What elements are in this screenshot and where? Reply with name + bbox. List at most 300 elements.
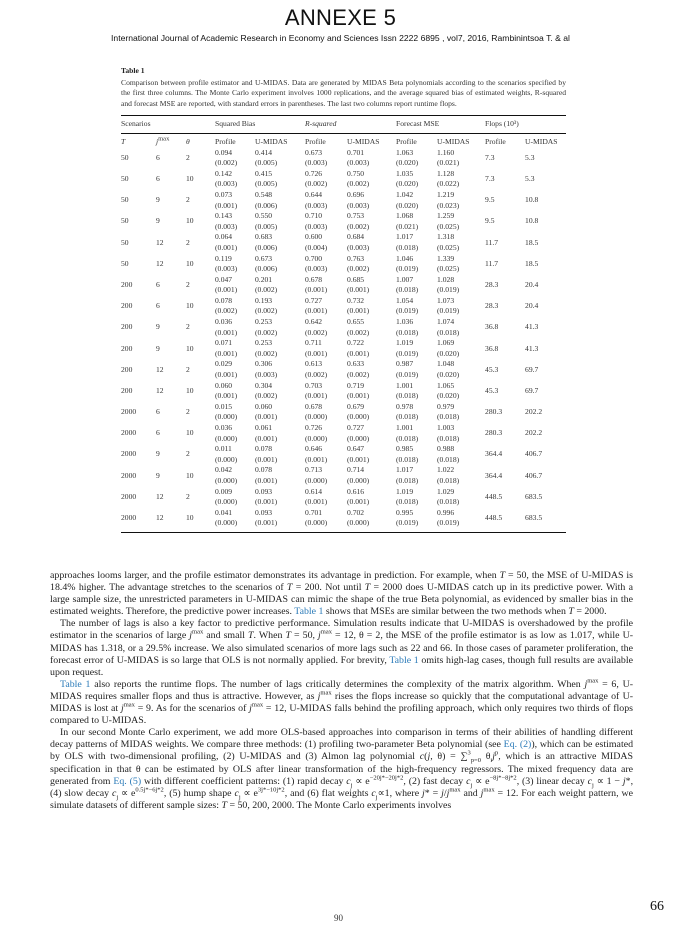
table-cell xyxy=(156,381,186,402)
table-cell xyxy=(347,148,396,169)
standard-error: (0.001) xyxy=(305,391,328,401)
standard-error: (0.001) xyxy=(347,285,370,295)
text-run: = 200. Not until xyxy=(292,582,365,594)
math-run: j xyxy=(120,703,124,715)
estimate-value: 0.093 xyxy=(255,486,273,496)
text-run: , which is an attractive MIDAS specification in that θ can be estimated by OLS after linear transformation of the high-frequency regressors. The mixed frequency data are generated from xyxy=(50,751,633,787)
table-cell xyxy=(525,211,566,232)
table-cell xyxy=(485,465,525,486)
table-cell xyxy=(525,169,566,190)
table-cell xyxy=(347,275,396,296)
table-cell xyxy=(525,402,566,423)
math-run: max xyxy=(123,701,135,709)
scenario-value: 50 xyxy=(121,237,129,247)
scenario-value: 2000 xyxy=(121,407,137,417)
estimate-value: 0.700 xyxy=(305,253,323,263)
estimate-value: 0.978 xyxy=(396,401,414,411)
flops-value: 280.3 xyxy=(485,428,503,438)
col-header-umidas: U-MIDAS xyxy=(255,136,288,146)
text-run: , (5) hump shape xyxy=(163,787,235,799)
scenario-value: 2 xyxy=(186,449,190,459)
table-cell xyxy=(525,381,566,402)
standard-error: (0.001) xyxy=(215,327,238,337)
estimate-value: 0.655 xyxy=(347,317,365,327)
table-cell xyxy=(156,254,186,275)
table-cell xyxy=(156,296,186,317)
scenario-value: 200 xyxy=(121,301,133,311)
table-cell xyxy=(347,190,396,211)
scenario-value: 2 xyxy=(186,322,190,332)
standard-error: (0.018) xyxy=(396,475,419,485)
estimate-value: 0.646 xyxy=(305,444,323,454)
scenario-value: 2 xyxy=(186,491,190,501)
estimate-value: 0.119 xyxy=(215,253,232,263)
standard-error: (0.000) xyxy=(215,412,238,422)
standard-error: (0.003) xyxy=(215,221,238,231)
page-number: 90 xyxy=(334,913,343,923)
math-run: j xyxy=(584,678,588,690)
table-cell xyxy=(437,359,485,380)
scenario-value: 2000 xyxy=(121,491,137,501)
scenario-value: 6 xyxy=(156,174,160,184)
math-run: c xyxy=(346,775,351,787)
estimate-value: 0.726 xyxy=(305,168,323,178)
text-run: / xyxy=(443,787,447,799)
text-run: ∝1, where xyxy=(377,787,423,799)
table-cell xyxy=(347,402,396,423)
math-run: max xyxy=(483,786,495,794)
text-run: ∝ e xyxy=(352,775,370,787)
table-cell xyxy=(525,359,566,380)
standard-error: (0.002) xyxy=(215,306,238,316)
standard-error: (0.002) xyxy=(305,370,328,380)
estimate-value: 0.060 xyxy=(215,380,233,390)
standard-error: (0.000) xyxy=(215,497,238,507)
table-cell xyxy=(186,487,215,508)
estimate-value: 0.985 xyxy=(396,444,414,454)
standard-error: (0.001) xyxy=(305,454,328,464)
estimate-value: 0.029 xyxy=(215,359,233,369)
table-cell xyxy=(255,465,305,486)
table-cell xyxy=(121,444,156,465)
standard-error: (0.022) xyxy=(437,179,460,189)
math-run: i xyxy=(490,757,493,765)
body-text xyxy=(50,570,633,812)
estimate-value: 1.068 xyxy=(396,211,414,221)
math-run: j xyxy=(441,787,444,799)
text-run: = 12, θ = 2, the MSE of the profile estimator is as low as 1.017, while U-MIDAS has 1.318, or a 29.5% increase. We also simulated scenarios of more lags such as 22 and 66. In those cases of parameter proliferation, the forecast error of U-MIDAS is so large that OLS is not normally applied. For brevity, xyxy=(50,630,633,666)
math-run: max xyxy=(251,701,264,709)
standard-error: (0.001) xyxy=(305,497,328,507)
estimate-value: 0.094 xyxy=(215,147,233,157)
estimate-value: 0.642 xyxy=(305,317,323,327)
estimate-value: 1.035 xyxy=(396,168,414,178)
standard-error: (0.001) xyxy=(255,497,278,507)
table-cell xyxy=(215,317,255,338)
text-run: shows that MSEs are similar between the two methods when xyxy=(323,606,569,618)
math-run: 3j*−10j*2 xyxy=(257,786,285,794)
table-cell xyxy=(215,275,255,296)
table-cell xyxy=(121,169,156,190)
table-cell xyxy=(305,508,347,533)
scenario-value: 10 xyxy=(186,428,194,438)
table-cell xyxy=(347,465,396,486)
flops-value: 364.4 xyxy=(485,470,503,480)
table-cell xyxy=(156,359,186,380)
scenario-value: 12 xyxy=(156,364,164,374)
estimate-value: 1.339 xyxy=(437,253,455,263)
table-cell xyxy=(485,169,525,190)
math-run: j xyxy=(446,787,450,799)
standard-error: (0.020) xyxy=(437,348,460,358)
table-cell xyxy=(525,444,566,465)
reference-link[interactable]: Eq. (5) xyxy=(113,775,142,787)
flops-value: 36.8 xyxy=(485,322,499,332)
estimate-value: 0.078 xyxy=(215,295,233,305)
flops-value: 18.5 xyxy=(525,258,539,268)
flops-value: 7.3 xyxy=(485,152,495,162)
standard-error: (0.000) xyxy=(215,475,238,485)
results-table xyxy=(121,115,566,533)
text-run: ∝ 1 − xyxy=(593,775,623,787)
table-cell xyxy=(347,508,396,533)
math-run: j xyxy=(492,751,495,763)
col-header-profile: Profile xyxy=(215,136,236,146)
table-cell xyxy=(396,508,437,533)
journal-header: International Journal of Academic Research in Economy and Sciences Issn 2222 6895 , vol7, 2016, Rambinintsoa T. & al xyxy=(111,33,570,43)
table-row xyxy=(121,444,566,465)
flops-value: 41.3 xyxy=(525,343,539,353)
estimate-value: 0.713 xyxy=(305,465,323,475)
reference-link[interactable]: Table 1 xyxy=(60,678,91,690)
math-run: T xyxy=(499,570,506,581)
standard-error: (0.018) xyxy=(396,242,419,252)
math-run: c xyxy=(466,775,471,787)
table-cell xyxy=(347,487,396,508)
scenario-value: 6 xyxy=(156,428,160,438)
table-cell xyxy=(215,232,255,253)
estimate-value: 0.193 xyxy=(255,295,273,305)
table-cell xyxy=(305,296,347,317)
estimate-value: 0.304 xyxy=(255,380,273,390)
estimate-value: 0.673 xyxy=(255,253,273,263)
standard-error: (0.002) xyxy=(255,285,278,295)
table-cell xyxy=(121,211,156,232)
flops-value: 683.5 xyxy=(525,491,543,501)
estimate-value: 1.001 xyxy=(396,423,414,432)
col-header-theta: θ xyxy=(186,136,190,146)
flops-value: 5.3 xyxy=(525,152,535,162)
text-run: . When xyxy=(253,630,286,642)
table-row xyxy=(121,381,566,402)
table-cell xyxy=(305,275,347,296)
standard-error: (0.003) xyxy=(347,158,370,168)
annex-title: ANNEXE 5 xyxy=(284,5,397,30)
table-cell xyxy=(305,148,347,169)
standard-error: (0.003) xyxy=(215,179,238,189)
table-cell xyxy=(525,296,566,317)
scenario-value: 10 xyxy=(186,216,194,226)
scenario-value: 2 xyxy=(186,407,190,417)
estimate-value: 0.047 xyxy=(215,274,233,284)
scenario-value: 50 xyxy=(121,258,129,268)
table-cell xyxy=(121,232,156,253)
estimate-value: 0.701 xyxy=(347,147,365,157)
estimate-value: 0.987 xyxy=(396,359,414,369)
estimate-value: 0.009 xyxy=(215,486,233,496)
standard-error: (0.021) xyxy=(396,221,419,231)
table-cell xyxy=(186,402,215,423)
text-run: , and (6) flat weights xyxy=(284,787,372,799)
table-cell xyxy=(156,508,186,533)
table-cell xyxy=(186,275,215,296)
estimate-value: 0.696 xyxy=(347,189,365,199)
scenario-value: 9 xyxy=(156,216,160,226)
col-header-umidas: U-MIDAS xyxy=(347,136,380,146)
flops-value: 202.2 xyxy=(525,407,543,417)
standard-error: (0.000) xyxy=(305,475,328,485)
table-cell xyxy=(215,338,255,359)
math-run: j xyxy=(350,781,353,789)
standard-error: (0.025) xyxy=(437,221,460,231)
table-cell xyxy=(255,275,305,296)
table-cell xyxy=(305,190,347,211)
math-run: j xyxy=(189,630,193,642)
estimate-value: 0.633 xyxy=(347,359,365,369)
table-cell xyxy=(305,338,347,359)
standard-error: (0.019) xyxy=(437,306,460,316)
reference-link[interactable]: Eq. (2) xyxy=(503,739,532,751)
table-cell xyxy=(255,338,305,359)
math-run: j xyxy=(116,793,119,801)
standard-error: (0.019) xyxy=(396,348,419,358)
estimate-value: 0.684 xyxy=(347,232,365,242)
scenario-value: 2 xyxy=(186,279,190,289)
table-cell xyxy=(121,423,156,444)
standard-error: (0.001) xyxy=(305,306,328,316)
table-cell xyxy=(485,296,525,317)
col-header-umidas: U-MIDAS xyxy=(437,136,470,146)
col-header-profile: Profile xyxy=(396,136,417,146)
standard-error: (0.002) xyxy=(255,306,278,316)
scenario-value: 12 xyxy=(156,258,164,268)
flops-value: 69.7 xyxy=(525,364,539,374)
standard-error: (0.001) xyxy=(215,242,238,252)
math-run: p=0 xyxy=(470,757,481,765)
estimate-value: 0.753 xyxy=(347,211,365,221)
estimate-value: 0.685 xyxy=(347,274,365,284)
text-run: = 12, U-MIDAS falls behind the profiling approach, which only requires two thirds of flops compared to U-MIDAS. xyxy=(50,703,633,727)
paragraph xyxy=(50,570,633,618)
table-row xyxy=(121,254,566,275)
standard-error: (0.018) xyxy=(437,412,460,422)
standard-error: (0.001) xyxy=(215,200,238,210)
table-cell xyxy=(347,169,396,190)
table-cell xyxy=(121,148,156,169)
scenario-value: 200 xyxy=(121,322,133,332)
table-cell xyxy=(396,465,437,486)
table-cell xyxy=(156,232,186,253)
standard-error: (0.001) xyxy=(255,475,278,485)
flops-value: 9.5 xyxy=(485,195,495,205)
table-cell xyxy=(156,275,186,296)
scenario-value: 200 xyxy=(121,385,133,395)
table-cell xyxy=(255,487,305,508)
table-cell xyxy=(347,254,396,275)
scenario-value: 10 xyxy=(186,513,194,523)
table-cell xyxy=(437,423,485,444)
text-run: ), which can be estimated by OLS with two-dimensional profiling, (2) U-MIDAS and (3) Almon lag polynomial xyxy=(50,739,634,763)
table-cell xyxy=(215,444,255,465)
math-run: max xyxy=(192,629,204,637)
standard-error: (0.025) xyxy=(437,242,460,252)
table-cell xyxy=(485,317,525,338)
estimate-value: 0.061 xyxy=(255,423,273,432)
math-run: T xyxy=(568,606,574,618)
text-run: with different coefficient patterns: (1) rapid decay xyxy=(141,775,347,787)
table-cell xyxy=(215,423,255,444)
table-cell xyxy=(215,296,255,317)
flops-value: 28.3 xyxy=(485,301,499,311)
reference-link[interactable]: Table 1 xyxy=(389,654,419,666)
math-run: T xyxy=(221,799,227,811)
table-cell xyxy=(215,211,255,232)
math-run: −8j*−8j*2 xyxy=(489,774,517,782)
table-cell xyxy=(485,381,525,402)
table-cell xyxy=(305,423,347,444)
text-run: = 2000. xyxy=(573,606,607,618)
table-cell xyxy=(396,423,437,444)
table-cell xyxy=(347,317,396,338)
table-cell xyxy=(485,148,525,169)
standard-error: (0.018) xyxy=(437,327,460,337)
estimate-value: 0.701 xyxy=(305,507,323,517)
standard-error: (0.021) xyxy=(437,158,460,168)
standard-error: (0.002) xyxy=(255,348,278,358)
text-run: = 50, the MSE of U-MIDAS is 18.4% higher. The advantage stretches to the scenarios of xyxy=(50,570,633,594)
estimate-value: 0.071 xyxy=(215,338,233,348)
table-row xyxy=(121,190,566,211)
standard-error: (0.023) xyxy=(437,200,460,210)
table-cell xyxy=(437,232,485,253)
table-cell xyxy=(255,254,305,275)
flops-value: 11.7 xyxy=(485,258,499,268)
table-cell xyxy=(396,211,437,232)
scenario-value: 2 xyxy=(186,152,190,162)
scenario-value: 2 xyxy=(186,237,190,247)
table-row xyxy=(121,465,566,486)
table-caption: Comparison between profile estimator and U-MIDAS. Data are generated by MIDAS Beta polynomials according to the scenarios specified by the first three columns. The Monte Carlo experiment involves 1000 replications, and the average squared bias of estimated weights, R-squared and forecast MSE are reported, with standard errors in parentheses. The last two columns report runtime flops. xyxy=(121,77,566,108)
flops-value: 7.3 xyxy=(485,174,495,184)
estimate-value: 0.041 xyxy=(215,507,233,517)
estimate-value: 0.714 xyxy=(347,465,365,475)
table-cell xyxy=(215,402,255,423)
standard-error: (0.018) xyxy=(396,327,419,337)
table-cell xyxy=(305,317,347,338)
standard-error: (0.001) xyxy=(255,412,278,422)
scenario-value: 2000 xyxy=(121,470,137,480)
scenario-value: 50 xyxy=(121,174,129,184)
estimate-value: 1.259 xyxy=(437,211,455,221)
scenario-value: 200 xyxy=(121,279,133,289)
standard-error: (0.001) xyxy=(215,391,238,401)
text-run: ∝ e xyxy=(472,775,490,787)
standard-error: (0.005) xyxy=(255,158,278,168)
standard-error: (0.019) xyxy=(437,518,460,528)
estimate-value: 1.001 xyxy=(396,380,414,390)
table-cell xyxy=(255,148,305,169)
math-run: j xyxy=(317,690,321,702)
scenario-value: 50 xyxy=(121,195,129,205)
table-cell xyxy=(156,423,186,444)
standard-error: (0.001) xyxy=(305,285,328,295)
table-cell xyxy=(347,423,396,444)
table-cell xyxy=(437,487,485,508)
scenario-value: 12 xyxy=(156,491,164,501)
estimate-value: 0.679 xyxy=(347,401,365,411)
estimate-value: 1.074 xyxy=(437,317,455,327)
scenario-value: 50 xyxy=(121,152,129,162)
col-header-profile: Profile xyxy=(485,136,506,146)
standard-error: (0.002) xyxy=(347,179,370,189)
table-cell xyxy=(215,381,255,402)
scenario-value: 10 xyxy=(186,343,194,353)
table-cell xyxy=(215,169,255,190)
flops-value: 683.5 xyxy=(525,513,543,523)
estimate-value: 1.048 xyxy=(437,359,455,369)
estimate-value: 0.726 xyxy=(305,423,323,432)
math-run: c xyxy=(111,787,117,799)
table-cell xyxy=(186,423,215,444)
jmax-sup: max xyxy=(158,135,170,143)
scenario-value: 10 xyxy=(186,301,194,311)
reference-link[interactable]: Table 1 xyxy=(294,606,324,618)
text-run: = 50, 200, 2000. The Monte Carlo experiments involves xyxy=(226,799,452,811)
col-header-umidas: U-MIDAS xyxy=(525,136,558,146)
standard-error: (0.004) xyxy=(305,242,328,252)
standard-error: (0.018) xyxy=(396,285,419,295)
scenario-value: 6 xyxy=(156,407,160,417)
estimate-value: 1.029 xyxy=(437,486,455,496)
standard-error: (0.018) xyxy=(396,454,419,464)
table-cell xyxy=(525,190,566,211)
table-cell xyxy=(255,232,305,253)
table-cell xyxy=(255,359,305,380)
estimate-value: 0.064 xyxy=(215,232,233,242)
jmax-j: j xyxy=(156,136,159,146)
estimate-value: 1.017 xyxy=(396,465,414,475)
table-cell xyxy=(215,148,255,169)
table-cell xyxy=(156,211,186,232)
table-cell xyxy=(485,444,525,465)
col-header-profile: Profile xyxy=(305,136,326,146)
standard-error: (0.000) xyxy=(347,475,370,485)
standard-error: (0.005) xyxy=(255,221,278,231)
text-run: θ xyxy=(480,751,491,763)
scenario-value: 12 xyxy=(156,385,164,395)
paragraph xyxy=(50,679,633,727)
table-cell xyxy=(437,190,485,211)
table-cell xyxy=(255,508,305,533)
table-1 xyxy=(121,66,566,533)
math-run: max xyxy=(320,689,332,697)
table-cell xyxy=(305,402,347,423)
estimate-value: 0.548 xyxy=(255,189,273,199)
estimate-value: 0.078 xyxy=(255,465,273,475)
standard-error: (0.001) xyxy=(347,454,370,464)
standard-error: (0.001) xyxy=(255,433,278,443)
estimate-value: 1.003 xyxy=(437,423,455,432)
